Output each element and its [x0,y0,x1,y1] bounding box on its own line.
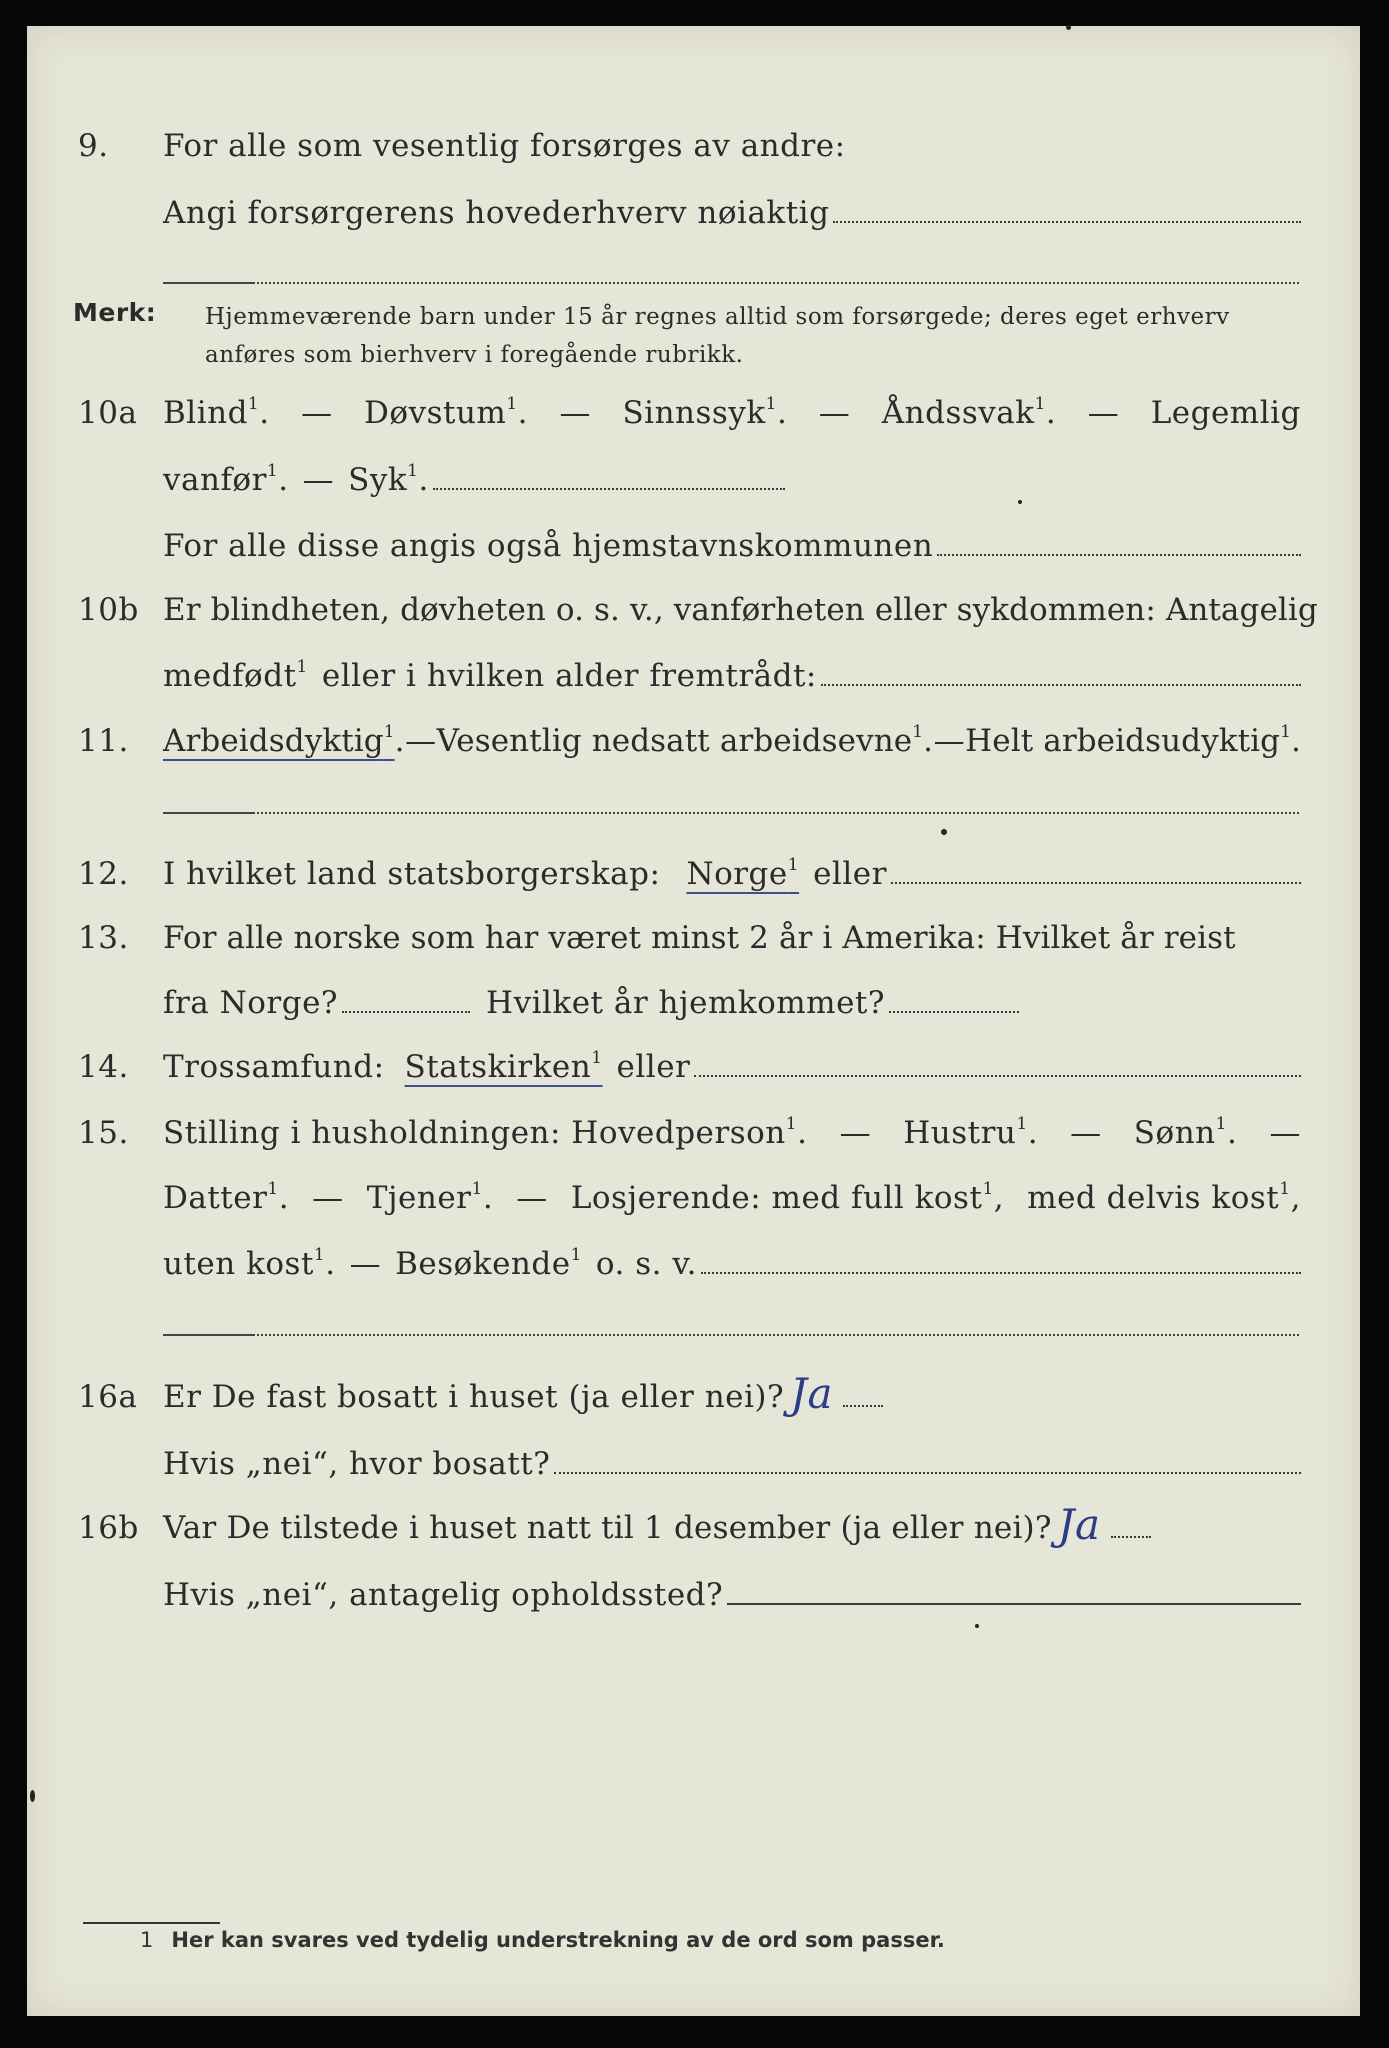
q16a-answer-field[interactable] [843,1405,883,1407]
q9-question-2: Angi forsørgerens hovederhverv nøiaktig [163,195,830,231]
option-blind[interactable]: Blind$^1$. [163,394,270,431]
separator: — [559,395,591,431]
option-syk[interactable]: Syk$^1$. [348,461,429,498]
q12-question: I hvilket land statsborgerskap: [163,856,661,892]
merk-label: Merk: [73,298,157,327]
q14-question: Trossamfund: [163,1049,385,1085]
hjemstavn-answer-field[interactable] [937,554,1301,556]
q16b-handwritten-answer[interactable]: Ja [1057,1500,1101,1549]
q13-hjemkommet-label: Hvilket år hjemkommet? [486,985,886,1021]
q9-row [0,118,1389,168]
paper-speck [941,829,947,835]
q9-number: 9. [78,128,109,164]
separator: — [839,1115,872,1151]
q10b-row-2 [0,648,1389,698]
q13-number: 13. [78,920,129,956]
q15-rule-start [163,1334,253,1336]
q16a-row-2 [0,1436,1389,1486]
q16b-answer-field[interactable] [1111,1536,1151,1538]
q9-question: For alle som vesentlig forsørges av andre: [163,128,846,164]
option-sonn[interactable]: Sønn$^1$. [1133,1114,1238,1151]
option-sinnssyk[interactable]: Sinnssyk$^1$. [622,394,788,431]
q16b-opholdssted-label: Hvis „nei“, antagelig opholdssted? [163,1577,724,1613]
separator: — [301,395,333,431]
reist-year-field[interactable] [342,1011,470,1013]
option-legemlig[interactable]: Legemlig [1150,395,1301,431]
option-uten-kost[interactable]: uten kost$^1$. [163,1245,336,1282]
q13-question: For alle norske som har været minst 2 år i Amerika: Hvilket år reist [163,920,1236,956]
q16a-number: 16a [78,1379,138,1415]
option-dovstum[interactable]: Døvstum$^1$. [364,394,528,431]
q9-answer-field[interactable] [833,221,1301,223]
q10a-number: 10a [78,395,138,431]
q10a-row-3 [0,518,1389,568]
option-arbeidsdyktig[interactable]: Arbeidsdyktig$^1$ [163,722,395,759]
q16a-handwritten-answer[interactable]: Ja [790,1369,834,1418]
option-hovedperson[interactable]: Stilling i husholdningen: Hovedperson$^1$. [163,1114,808,1151]
q15-row [0,1105,1389,1155]
paper-speck [975,1624,979,1628]
footnote-marker: 1 [140,1928,154,1952]
q11-rule-start [163,812,253,814]
separator: — [933,723,965,759]
q9-rule-start [163,282,253,284]
option-norge[interactable]: Norge$^1$ [686,855,800,892]
separator: — [516,1180,548,1216]
q12-row [0,846,1389,896]
q13-row-2 [0,975,1389,1025]
q16b-row-2 [0,1567,1389,1617]
separator: — [302,462,335,498]
q16b-question: Var De tilstede i huset natt til 1 desember (ja eller nei)? [163,1510,1052,1546]
q9-answer-line[interactable] [253,282,1299,284]
trossamfund-answer-field[interactable] [694,1075,1301,1077]
q15-row-3 [0,1236,1389,1286]
q16b-row [0,1500,1389,1550]
option-delvis-kost[interactable]: med delvis kost$^1$, [1027,1179,1301,1216]
q10a-row [0,385,1389,435]
option-hustru[interactable]: Hustru$^1$. [903,1114,1039,1151]
option-besokende[interactable]: Besøkende$^1$ [395,1245,582,1282]
q10b-number: 10b [78,592,139,628]
paper-speck [1066,25,1071,30]
q9-row-2 [0,185,1389,235]
q10a-hjemstavn-label: For alle disse angis også hjemstavnskommunen [163,528,934,564]
statsborgerskap-answer-field[interactable] [891,882,1301,884]
option-udyktig[interactable]: Helt arbeidsudyktig$^1$. [965,722,1302,759]
q16b-number: 16b [78,1510,139,1546]
merk-note [0,298,1389,378]
bosatt-answer-field[interactable] [554,1472,1301,1474]
separator: — [1070,1115,1102,1151]
option-medfodt[interactable]: medfødt$^1$ [163,657,308,694]
stilling-answer-field[interactable] [701,1272,1301,1274]
option-statskirken[interactable]: Statskirken$^1$ [404,1048,603,1085]
q11-number: 11. [78,723,129,759]
q10a-row-2 [0,452,1389,502]
q10b-alder-label: eller i hvilken alder fremtrådt: [321,658,817,694]
q10b-question: Er blindheten, døvheten o. s. v., vanførheten eller sykdommen: Antagelig [163,592,1318,628]
separator: — [312,1180,344,1216]
option-tjener[interactable]: Tjener$^1$. [366,1179,494,1216]
separator: — [818,395,851,431]
q16a-bosatt-label: Hvis „nei“, hvor bosatt? [163,1446,551,1482]
footnote-rule [83,1922,220,1924]
q13-row [0,910,1389,960]
q15-answer-line[interactable] [253,1334,1299,1336]
q12-number: 12. [78,856,129,892]
q13-fra-norge-label: fra Norge? [163,985,339,1021]
separator: — [349,1246,382,1282]
q11-answer-line[interactable] [253,812,1299,814]
q14-eller: eller [616,1049,691,1085]
footnote [140,1928,945,1952]
q16a-row [0,1369,1389,1419]
hjemkommet-year-field[interactable] [889,1011,1019,1013]
q14-number: 14. [78,1049,129,1085]
option-andssvak[interactable]: Åndssvak$^1$. [881,394,1057,431]
option-full-kost[interactable]: Losjerende: med full kost$^1$, [570,1179,1005,1216]
q11-row: 11. Arbeidsdyktig$^1$ . — Vesentlig nedsatt arbeidsevne$^1$. — Helt arbeidsudyktig$^1$. [78,722,1302,759]
option-nedsatt[interactable]: Vesentlig nedsatt arbeidsevne$^1$. [436,722,934,759]
merk-text: Hjemmeværende barn under 15 år regnes alltid som forsørgede; deres eget erhverv anføres som bierhverv i foregående rubrikk. [205,304,1230,368]
separator: — [1087,395,1120,431]
opholdssted-answer-field[interactable] [727,1603,1301,1605]
q12-eller: eller [813,856,887,892]
footnote-text: Her kan svares ved tydelig understrekning av de ord som passer. [171,1928,945,1952]
option-datter[interactable]: Datter$^1$. [163,1179,290,1216]
syk-answer-field[interactable] [433,488,785,490]
q15-osv: o. s. v. [595,1246,698,1282]
q15-row-2 [0,1170,1389,1220]
paper-speck [30,1790,35,1802]
q14-row [0,1039,1389,1089]
paper-speck [1018,500,1022,504]
separator: — [405,723,437,759]
alder-answer-field[interactable] [821,684,1301,686]
option-vanfor[interactable]: vanfør$^1$. [163,461,289,498]
q15-number: 15. [78,1115,129,1151]
separator: — [1269,1115,1301,1151]
q10b-row [0,582,1389,632]
q16a-question: Er De fast bosatt i huset (ja eller nei)? [163,1379,785,1415]
